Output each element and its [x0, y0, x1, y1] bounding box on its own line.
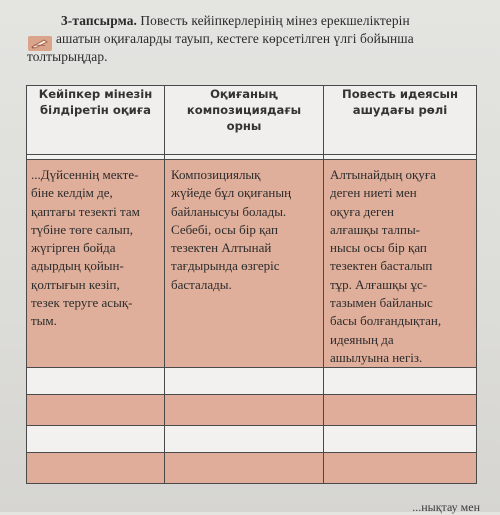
cell-character-event: ...Дүйсеннің мекте- біне келдім де, қаптағы тезекті там түбіне төге салып, жүгірген бойда адырдың қойын- қолтығын кезіп, тезек теруге асық- тым. — [27, 160, 165, 368]
task-instruction — [27, 12, 482, 66]
task-line-2: ашатын оқиғаларды тауып, кестеге көрсетілген үлгі бойынша — [56, 31, 414, 46]
table-row-empty — [27, 395, 477, 426]
task-title: 3-тапсырма. — [61, 13, 137, 28]
table-row-empty — [27, 453, 477, 484]
task-line-3: толтырыңдар. — [27, 49, 108, 64]
header-idea-role: Повесть идеясын ашудағы рөлі — [324, 86, 477, 155]
header-composition-place: Оқиғаның композициядағы орны — [165, 86, 324, 155]
table-row — [27, 160, 477, 368]
task-line-1-text: Повесть кейіпкерлерінің мінез ерекшеліктерін — [136, 13, 410, 28]
events-table — [26, 85, 477, 484]
header-character-event: Кейіпкер мінезін білдіретін оқиға — [27, 86, 165, 155]
cell-idea-role: Алтынайдың оқуға деген ниеті мен оқуға деген алғашқы талпы- нысы осы бір қап тезектен басталып тұр. Алғашқы ұс- тазымен байланыс басы болғандықтан, идеяның да ашылуына негіз. — [324, 160, 477, 368]
cell-composition-place: Композициялық жүйеде бұл оқиғаның байланысуы болады. Себебі, осы бір қап тезектен Алтынай тағдырында өзгеріс басталады. — [165, 160, 324, 368]
task-line-1 — [27, 12, 482, 30]
next-text-fragment: ...нықтау мен — [412, 500, 480, 514]
table-header-row — [27, 86, 477, 155]
table-row-empty — [27, 426, 477, 453]
table-row-empty — [27, 368, 477, 395]
